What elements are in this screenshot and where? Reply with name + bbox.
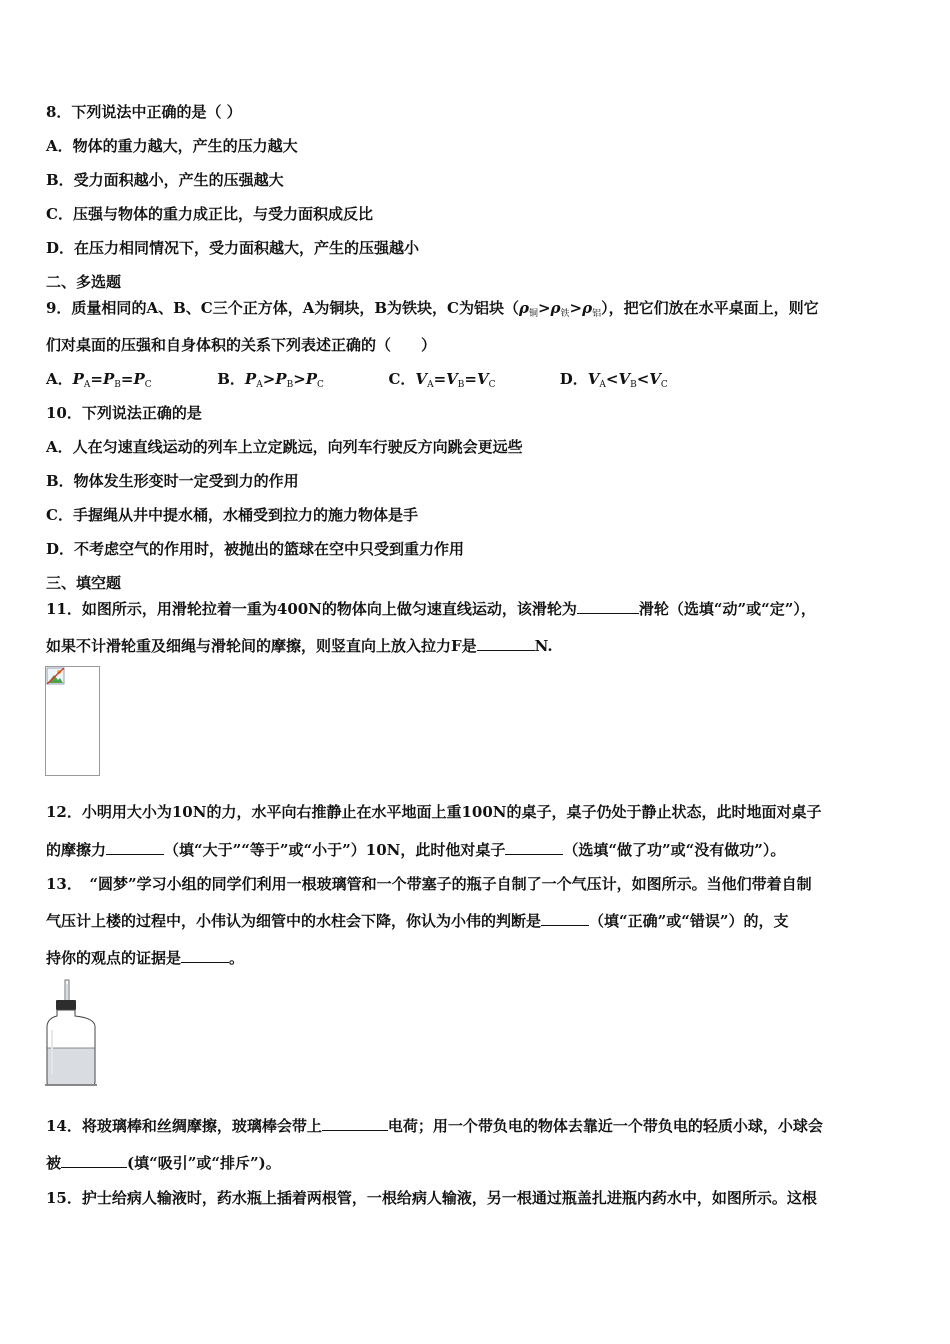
subscript-copper: 铜 xyxy=(528,309,538,319)
sub-c: C xyxy=(317,380,324,390)
sub-c: C xyxy=(660,380,668,390)
q11-text: 滑轮（选填“动”或“定”）， xyxy=(638,600,816,618)
greater-than: > xyxy=(569,299,583,317)
q11-figure-placeholder xyxy=(45,666,100,776)
barometer-figure xyxy=(44,978,100,1088)
var-p: P xyxy=(133,370,145,388)
q11-text: 如果不计滑轮重及细绳与滑轮间的摩擦，则竖直向上放入拉力F是 xyxy=(46,637,477,655)
op: = xyxy=(120,370,134,388)
var-p: P xyxy=(305,370,318,388)
q14-line2 xyxy=(46,1153,910,1173)
q9-option-b xyxy=(217,369,383,395)
q12-line1: 12．小明用大小为10N的力，水平向右推静止在水平地面上重100N的桌子，桌子仍处于静止状态，此时地面对桌子 xyxy=(46,803,822,821)
var-v: V xyxy=(446,370,458,388)
op: > xyxy=(262,370,276,388)
q14-text: (填“吸引”或“排斥”)。 xyxy=(127,1154,281,1172)
var-v: V xyxy=(618,370,631,388)
q9-option-c xyxy=(388,369,554,395)
answer-blank[interactable] xyxy=(322,1116,388,1131)
answer-blank[interactable] xyxy=(541,911,589,926)
q13-line2 xyxy=(46,911,910,931)
q14-text: 电荷；用一个带负电的物体去靠近一个带负电的轻质小球，小球会 xyxy=(387,1117,823,1135)
option-label: B． xyxy=(217,370,245,388)
q11-line2 xyxy=(46,636,910,656)
q12-text: （填“大于”“等于”或“小于”）10N，此时他对桌子 xyxy=(164,841,506,859)
sub-b: B xyxy=(630,380,637,390)
op: = xyxy=(90,370,103,388)
q8-stem: 8．下列说法中正确的是（ ） xyxy=(46,103,242,121)
rho-symbol: ρ xyxy=(518,299,529,317)
rho-symbol: ρ xyxy=(550,299,561,317)
q12-text: （选填“做了功”或“没有做功”）。 xyxy=(563,841,786,859)
rho-symbol: ρ xyxy=(582,299,593,317)
q13-text: 。 xyxy=(229,949,245,967)
q9-stem-line1 xyxy=(46,298,910,324)
var-v: V xyxy=(587,370,600,388)
q15-line1: 15．护士给病人输液时，药水瓶上插着两根管，一根给病人输液，另一根通过瓶盖扎进瓶内药水中，如图所示。这根 xyxy=(46,1189,817,1207)
var-v: V xyxy=(476,370,489,388)
q11-text: N. xyxy=(534,637,553,655)
q13-text: （填“正确”或“错误”）的，支 xyxy=(589,912,789,930)
sub-a: A xyxy=(599,380,606,390)
answer-blank[interactable] xyxy=(181,948,229,963)
sub-c: C xyxy=(488,380,496,390)
q10-option-c: C．手握绳从井中提水桶，水桶受到拉力的施力物体是手 xyxy=(46,506,418,524)
var-p: P xyxy=(103,370,115,388)
q10-option-d: D．不考虑空气的作用时，被抛出的篮球在空中只受到重力作用 xyxy=(46,540,465,558)
sub-b: B xyxy=(286,380,294,390)
q8-option-a: A．物体的重力越大，产生的压力越大 xyxy=(46,137,298,155)
q10-option-b: B．物体发生形变时一定受到力的作用 xyxy=(46,472,299,490)
q10-stem: 10．下列说法正确的是 xyxy=(46,404,202,422)
q8-option-d: D．在压力相同情况下，受力面积越大，产生的压强越小 xyxy=(46,239,420,257)
op: = xyxy=(433,370,447,388)
sub-b: B xyxy=(114,380,121,390)
q9-option-d xyxy=(560,369,668,395)
op: < xyxy=(636,370,650,388)
answer-blank[interactable] xyxy=(61,1153,127,1168)
section-heading-multiple-choice: 二、多选题 xyxy=(46,273,122,291)
var-v: V xyxy=(649,370,661,388)
q11-text: 11．如图所示，用滑轮拉着一重为400N的物体向上做匀速直线运动，该滑轮为 xyxy=(46,600,577,618)
q9-options xyxy=(46,369,910,395)
q8-option-c: C．压强与物体的重力成正比，与受力面积成反比 xyxy=(46,205,373,223)
op: = xyxy=(464,370,477,388)
q8-option-b: B．受力面积越小，产生的压强越大 xyxy=(46,171,284,189)
sub-a: A xyxy=(427,380,434,390)
subscript-aluminum: 铝 xyxy=(592,309,602,319)
option-label: D． xyxy=(559,370,588,388)
q13-line3 xyxy=(46,948,910,968)
q9-stem-part-a: 9．质量相同的A、B、C三个正方体，A为铜块，B为铁块，C为铝块（ xyxy=(46,299,519,317)
var-p: P xyxy=(275,370,287,388)
sub-a: A xyxy=(256,380,263,390)
q11-line1 xyxy=(46,599,910,619)
q12-line2 xyxy=(46,840,910,860)
q14-text: 被 xyxy=(46,1154,62,1172)
greater-than: > xyxy=(537,299,551,317)
q14-line1 xyxy=(46,1116,910,1136)
answer-blank[interactable] xyxy=(477,636,535,651)
q9-stem-part-b: ），把它们放在水平桌面上，则它 xyxy=(601,299,819,317)
q14-text: 14．将玻璃棒和丝绸摩擦，玻璃棒会带上 xyxy=(46,1117,322,1135)
var-v: V xyxy=(415,370,428,388)
answer-blank[interactable] xyxy=(577,599,639,614)
option-label: A． xyxy=(46,370,73,388)
q13-text: 持你的观点的证据是 xyxy=(46,949,182,967)
answer-blank[interactable] xyxy=(106,840,164,855)
broken-image-icon xyxy=(47,668,64,684)
subscript-iron: 铁 xyxy=(560,309,570,319)
var-p: P xyxy=(72,370,84,388)
op: < xyxy=(605,370,619,388)
op: > xyxy=(293,370,306,388)
q9-stem-line2: 们对桌面的压强和自身体积的关系下列表述正确的（ ） xyxy=(46,336,437,354)
sub-c: C xyxy=(144,380,152,390)
option-label: C． xyxy=(388,370,416,388)
q10-option-a: A．人在匀速直线运动的列车上立定跳远，向列车行驶反方向跳会更远些 xyxy=(46,438,523,456)
sub-b: B xyxy=(457,380,465,390)
answer-blank[interactable] xyxy=(505,840,563,855)
section-heading-fill-in: 三、填空题 xyxy=(46,574,122,592)
q9-option-a xyxy=(46,369,212,395)
var-p: P xyxy=(244,370,257,388)
sub-a: A xyxy=(83,380,91,390)
q13-line1: 13． “圆梦”学习小组的同学们利用一根玻璃管和一个带塞子的瓶子自制了一个气压计，如图所示。当他们带着自制 xyxy=(46,875,812,893)
q12-text: 的摩擦力 xyxy=(46,841,107,859)
q13-text: 气压计上楼的过程中，小伟认为细管中的水柱会下降，你认为小伟的判断是 xyxy=(46,912,542,930)
